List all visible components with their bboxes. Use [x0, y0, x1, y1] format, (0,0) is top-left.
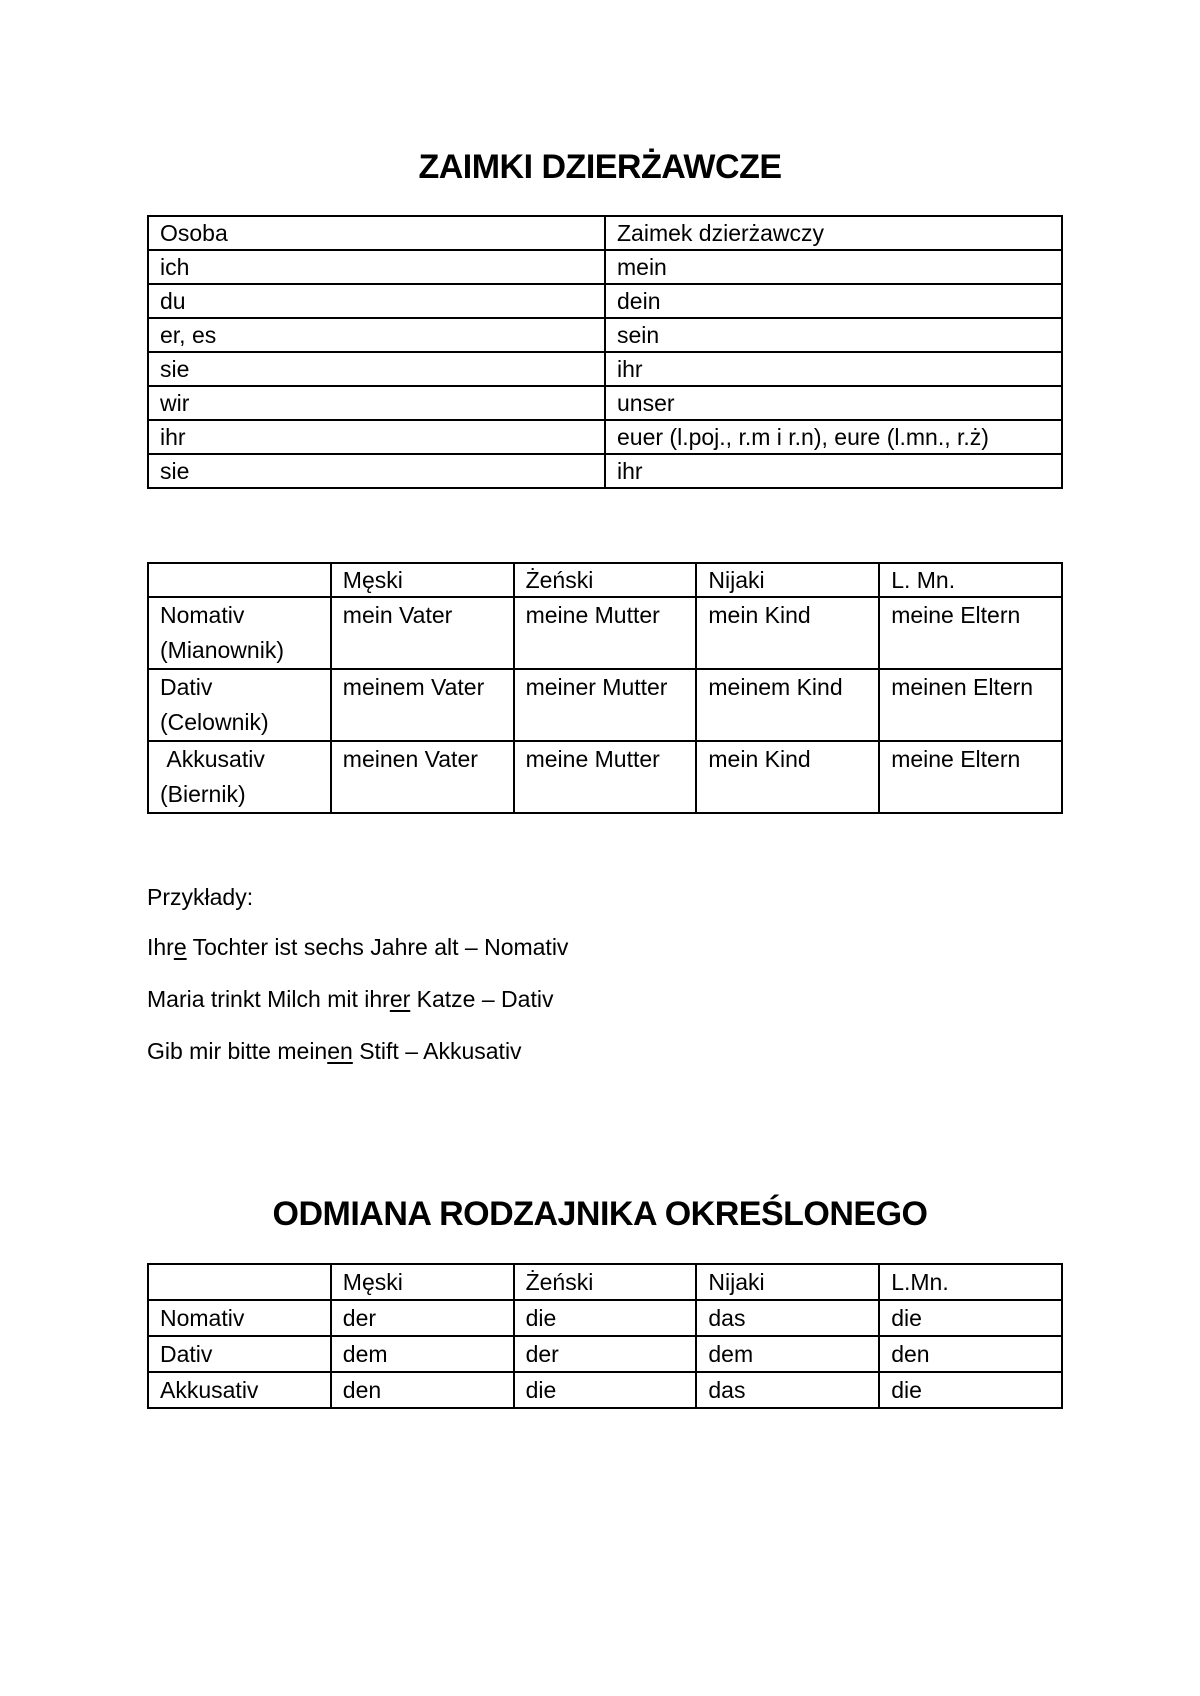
table-row [148, 352, 1062, 386]
table-cell: den [879, 1336, 1062, 1372]
table-row [148, 386, 1062, 420]
case-label-cell: Nomativ (Mianownik) [148, 597, 331, 669]
header-cell [148, 1264, 331, 1300]
table-cell: meiner Mutter [514, 669, 697, 741]
header-cell: Męski [331, 1264, 514, 1300]
header-cell: Osoba [148, 216, 605, 250]
table-cell: meine Eltern [879, 597, 1062, 669]
header-cell: Żeński [514, 563, 697, 597]
header-cell: L.Mn. [879, 1264, 1062, 1300]
example-sentence [147, 1034, 568, 1068]
example-text: Gib mir bitte mein [147, 1038, 328, 1064]
header-cell: Nijaki [696, 1264, 879, 1300]
table-cell: meinen Eltern [879, 669, 1062, 741]
table-cell: mein Kind [696, 597, 879, 669]
underlined-ending: en [327, 1038, 353, 1064]
table-row [148, 284, 1062, 318]
table-cell: euer (l.poj., r.m i r.n), eure (l.mn., r.ż) [605, 420, 1062, 454]
example-text: Maria trinkt Milch mit ihr [147, 986, 390, 1012]
table-cell: wir [148, 386, 605, 420]
table-cell: sie [148, 352, 605, 386]
table-cell: das [696, 1372, 879, 1408]
page-title-possessive-pronouns: ZAIMKI DZIERŻAWCZE [418, 148, 782, 186]
table-cell: sein [605, 318, 1062, 352]
possessive-declension-table [147, 562, 1063, 814]
table-row [148, 741, 1062, 813]
table-cell: er, es [148, 318, 605, 352]
table-row [148, 669, 1062, 741]
underlined-ending: er [389, 986, 411, 1012]
example-sentence [147, 982, 568, 1016]
table-cell: mein Vater [331, 597, 514, 669]
table-cell: meinem Kind [696, 669, 879, 741]
table-cell: ihr [148, 420, 605, 454]
definite-article-table [147, 1263, 1063, 1409]
case-label-cell: Nomativ [148, 1300, 331, 1336]
table-cell: mein Kind [696, 741, 879, 813]
table-header-row [148, 1264, 1062, 1300]
table-cell: meinem Vater [331, 669, 514, 741]
examples-label: Przykłady: [147, 884, 254, 910]
case-label-cell: Dativ [148, 1336, 331, 1372]
table-row [148, 420, 1062, 454]
example-text: Stift – Akkusativ [352, 1038, 522, 1064]
header-cell: Zaimek dzierżawczy [605, 216, 1062, 250]
example-text: Katze – Dativ [410, 986, 554, 1012]
header-cell: L. Mn. [879, 563, 1062, 597]
table-cell: ihr [605, 454, 1062, 488]
table-row [148, 1300, 1062, 1336]
table-header-row [148, 563, 1062, 597]
table-cell: die [514, 1372, 697, 1408]
table-row [148, 1336, 1062, 1372]
table-cell: mein [605, 250, 1062, 284]
table-cell: der [514, 1336, 697, 1372]
underlined-ending: e [173, 934, 187, 960]
case-label-cell: Akkusativ (Biernik) [148, 741, 331, 813]
page-title-definite-article: ODMIANA RODZAJNIKA OKREŚLONEGO [272, 1195, 928, 1233]
case-label-cell: Dativ (Celownik) [148, 669, 331, 741]
table-row [148, 1372, 1062, 1408]
table-cell: du [148, 284, 605, 318]
table-cell: den [331, 1372, 514, 1408]
header-cell: Nijaki [696, 563, 879, 597]
case-label-cell: Akkusativ [148, 1372, 331, 1408]
header-cell [148, 563, 331, 597]
header-cell: Żeński [514, 1264, 697, 1300]
table-cell: dein [605, 284, 1062, 318]
table-row [148, 454, 1062, 488]
table-cell: meinen Vater [331, 741, 514, 813]
example-text: Ihr [147, 934, 174, 960]
examples-section [147, 880, 568, 1086]
table-cell: dem [696, 1336, 879, 1372]
table-cell: meine Eltern [879, 741, 1062, 813]
table-cell: sie [148, 454, 605, 488]
table-row [148, 597, 1062, 669]
table-header-row [148, 216, 1062, 250]
table-cell: meine Mutter [514, 741, 697, 813]
table-row [148, 250, 1062, 284]
table-cell: unser [605, 386, 1062, 420]
table-cell: das [696, 1300, 879, 1336]
possessive-pronouns-table [147, 215, 1063, 489]
header-cell: Męski [331, 563, 514, 597]
table-cell: der [331, 1300, 514, 1336]
table-cell: ich [148, 250, 605, 284]
table-cell: ihr [605, 352, 1062, 386]
table-row [148, 318, 1062, 352]
table-cell: die [879, 1300, 1062, 1336]
table-cell: die [879, 1372, 1062, 1408]
table-cell: meine Mutter [514, 597, 697, 669]
table-cell: dem [331, 1336, 514, 1372]
example-text: Tochter ist sechs Jahre alt – Nomativ [186, 934, 569, 960]
example-sentence [147, 930, 568, 964]
table-cell: die [514, 1300, 697, 1336]
